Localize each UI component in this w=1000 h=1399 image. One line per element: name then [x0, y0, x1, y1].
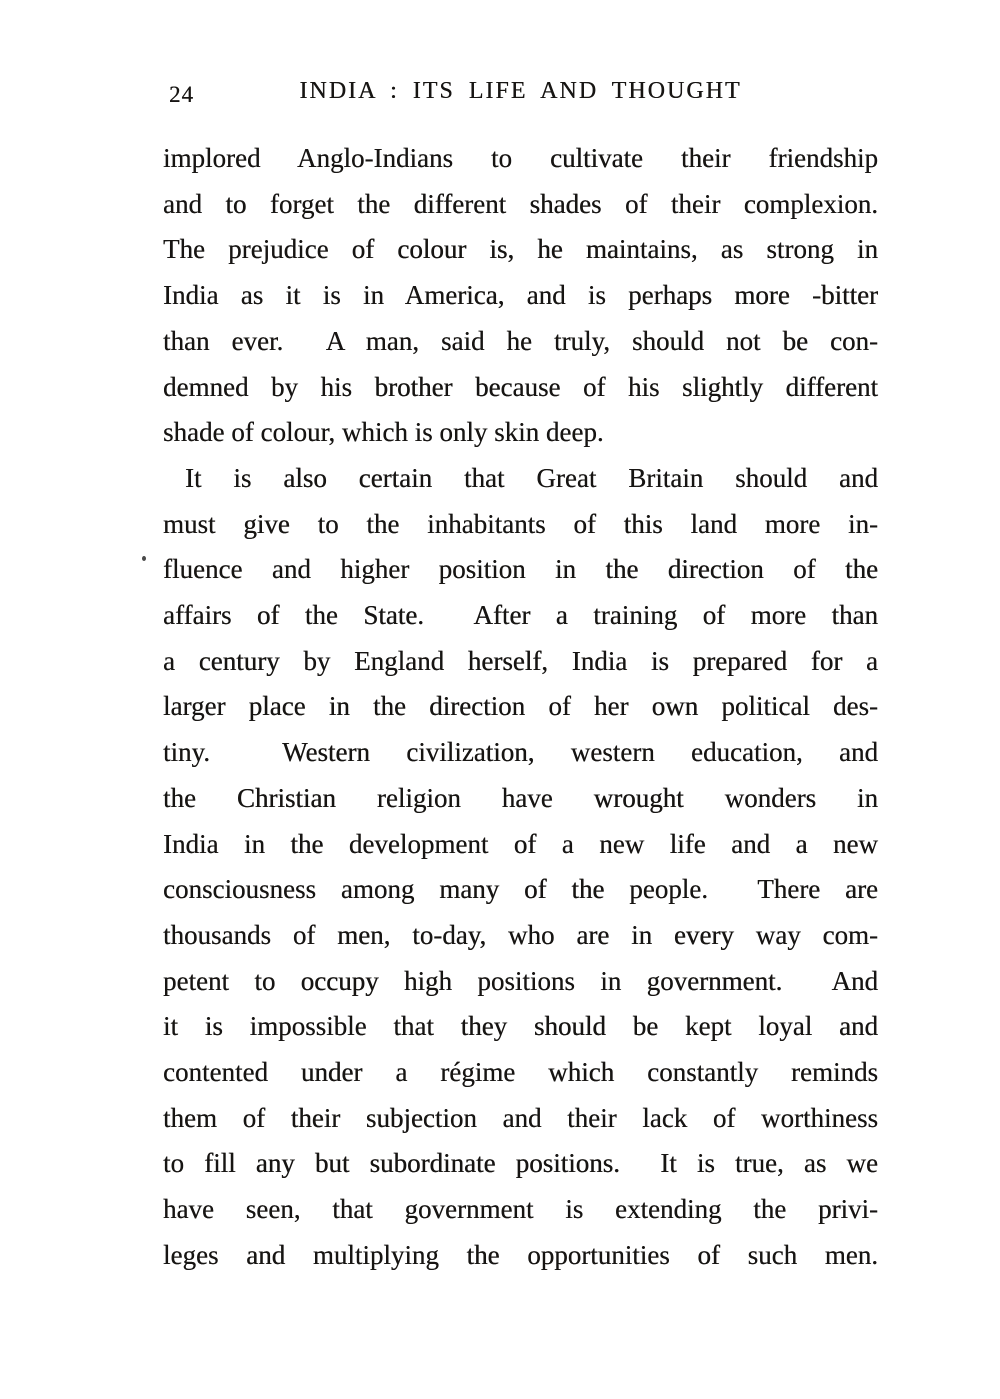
text-line: demned by his brother because of his slightly different: [163, 371, 878, 402]
running-header-title: INDIA : ITS LIFE AND THOUGHT: [299, 78, 742, 104]
text-line: larger place in the direction of her own political des-: [163, 691, 878, 722]
text-line: the Christian religion have wrought wonders in: [163, 782, 878, 813]
text-line: thousands of men, to-day, who are in every way com-: [163, 919, 878, 950]
text-line: leges and multiplying the opportunities of such men.: [163, 1239, 878, 1270]
text-line: affairs of the State. After a training of more than: [163, 600, 878, 631]
scan-speck-artifact: [142, 556, 146, 561]
page-body-text: [163, 136, 878, 1279]
text-line: it is impossible that they should be kept loyal and: [163, 1011, 878, 1042]
running-header: [163, 76, 878, 110]
text-line: India as it is in America, and is perhaps more -bitter: [163, 280, 878, 311]
text-line: India in the development of a new life and a new: [163, 828, 878, 859]
text-line: fluence and higher position in the direction of the: [163, 554, 878, 585]
text-line-paragraph-end: shade of colour, which is only skin deep.: [163, 417, 604, 448]
text-line: and to forget the different shades of their complexion.: [163, 188, 878, 219]
text-line: tiny. Western civilization, western education, and: [163, 737, 878, 768]
text-line: contented under a régime which constantly reminds: [163, 1057, 878, 1088]
text-line: to fill any but subordinate positions. It is true, as we: [163, 1148, 878, 1179]
text-line: The prejudice of colour is, he maintains, as strong in: [163, 234, 878, 265]
text-line: a century by England herself, India is prepared for a: [163, 645, 878, 676]
text-line: consciousness among many of the people. There are: [163, 874, 878, 905]
page-number: 24: [169, 82, 194, 107]
text-line: must give to the inhabitants of this land more in-: [163, 508, 878, 539]
text-line-paragraph-start: It is also certain that Great Britain should and: [185, 462, 878, 493]
text-line: have seen, that government is extending the privi-: [163, 1194, 878, 1225]
text-line: than ever. A man, said he truly, should not be con-: [163, 325, 878, 356]
text-line: petent to occupy high positions in government. And: [163, 965, 878, 996]
text-line: implored Anglo-Indians to cultivate their friendship: [163, 143, 878, 173]
text-line: them of their subjection and their lack of worthiness: [163, 1102, 878, 1133]
